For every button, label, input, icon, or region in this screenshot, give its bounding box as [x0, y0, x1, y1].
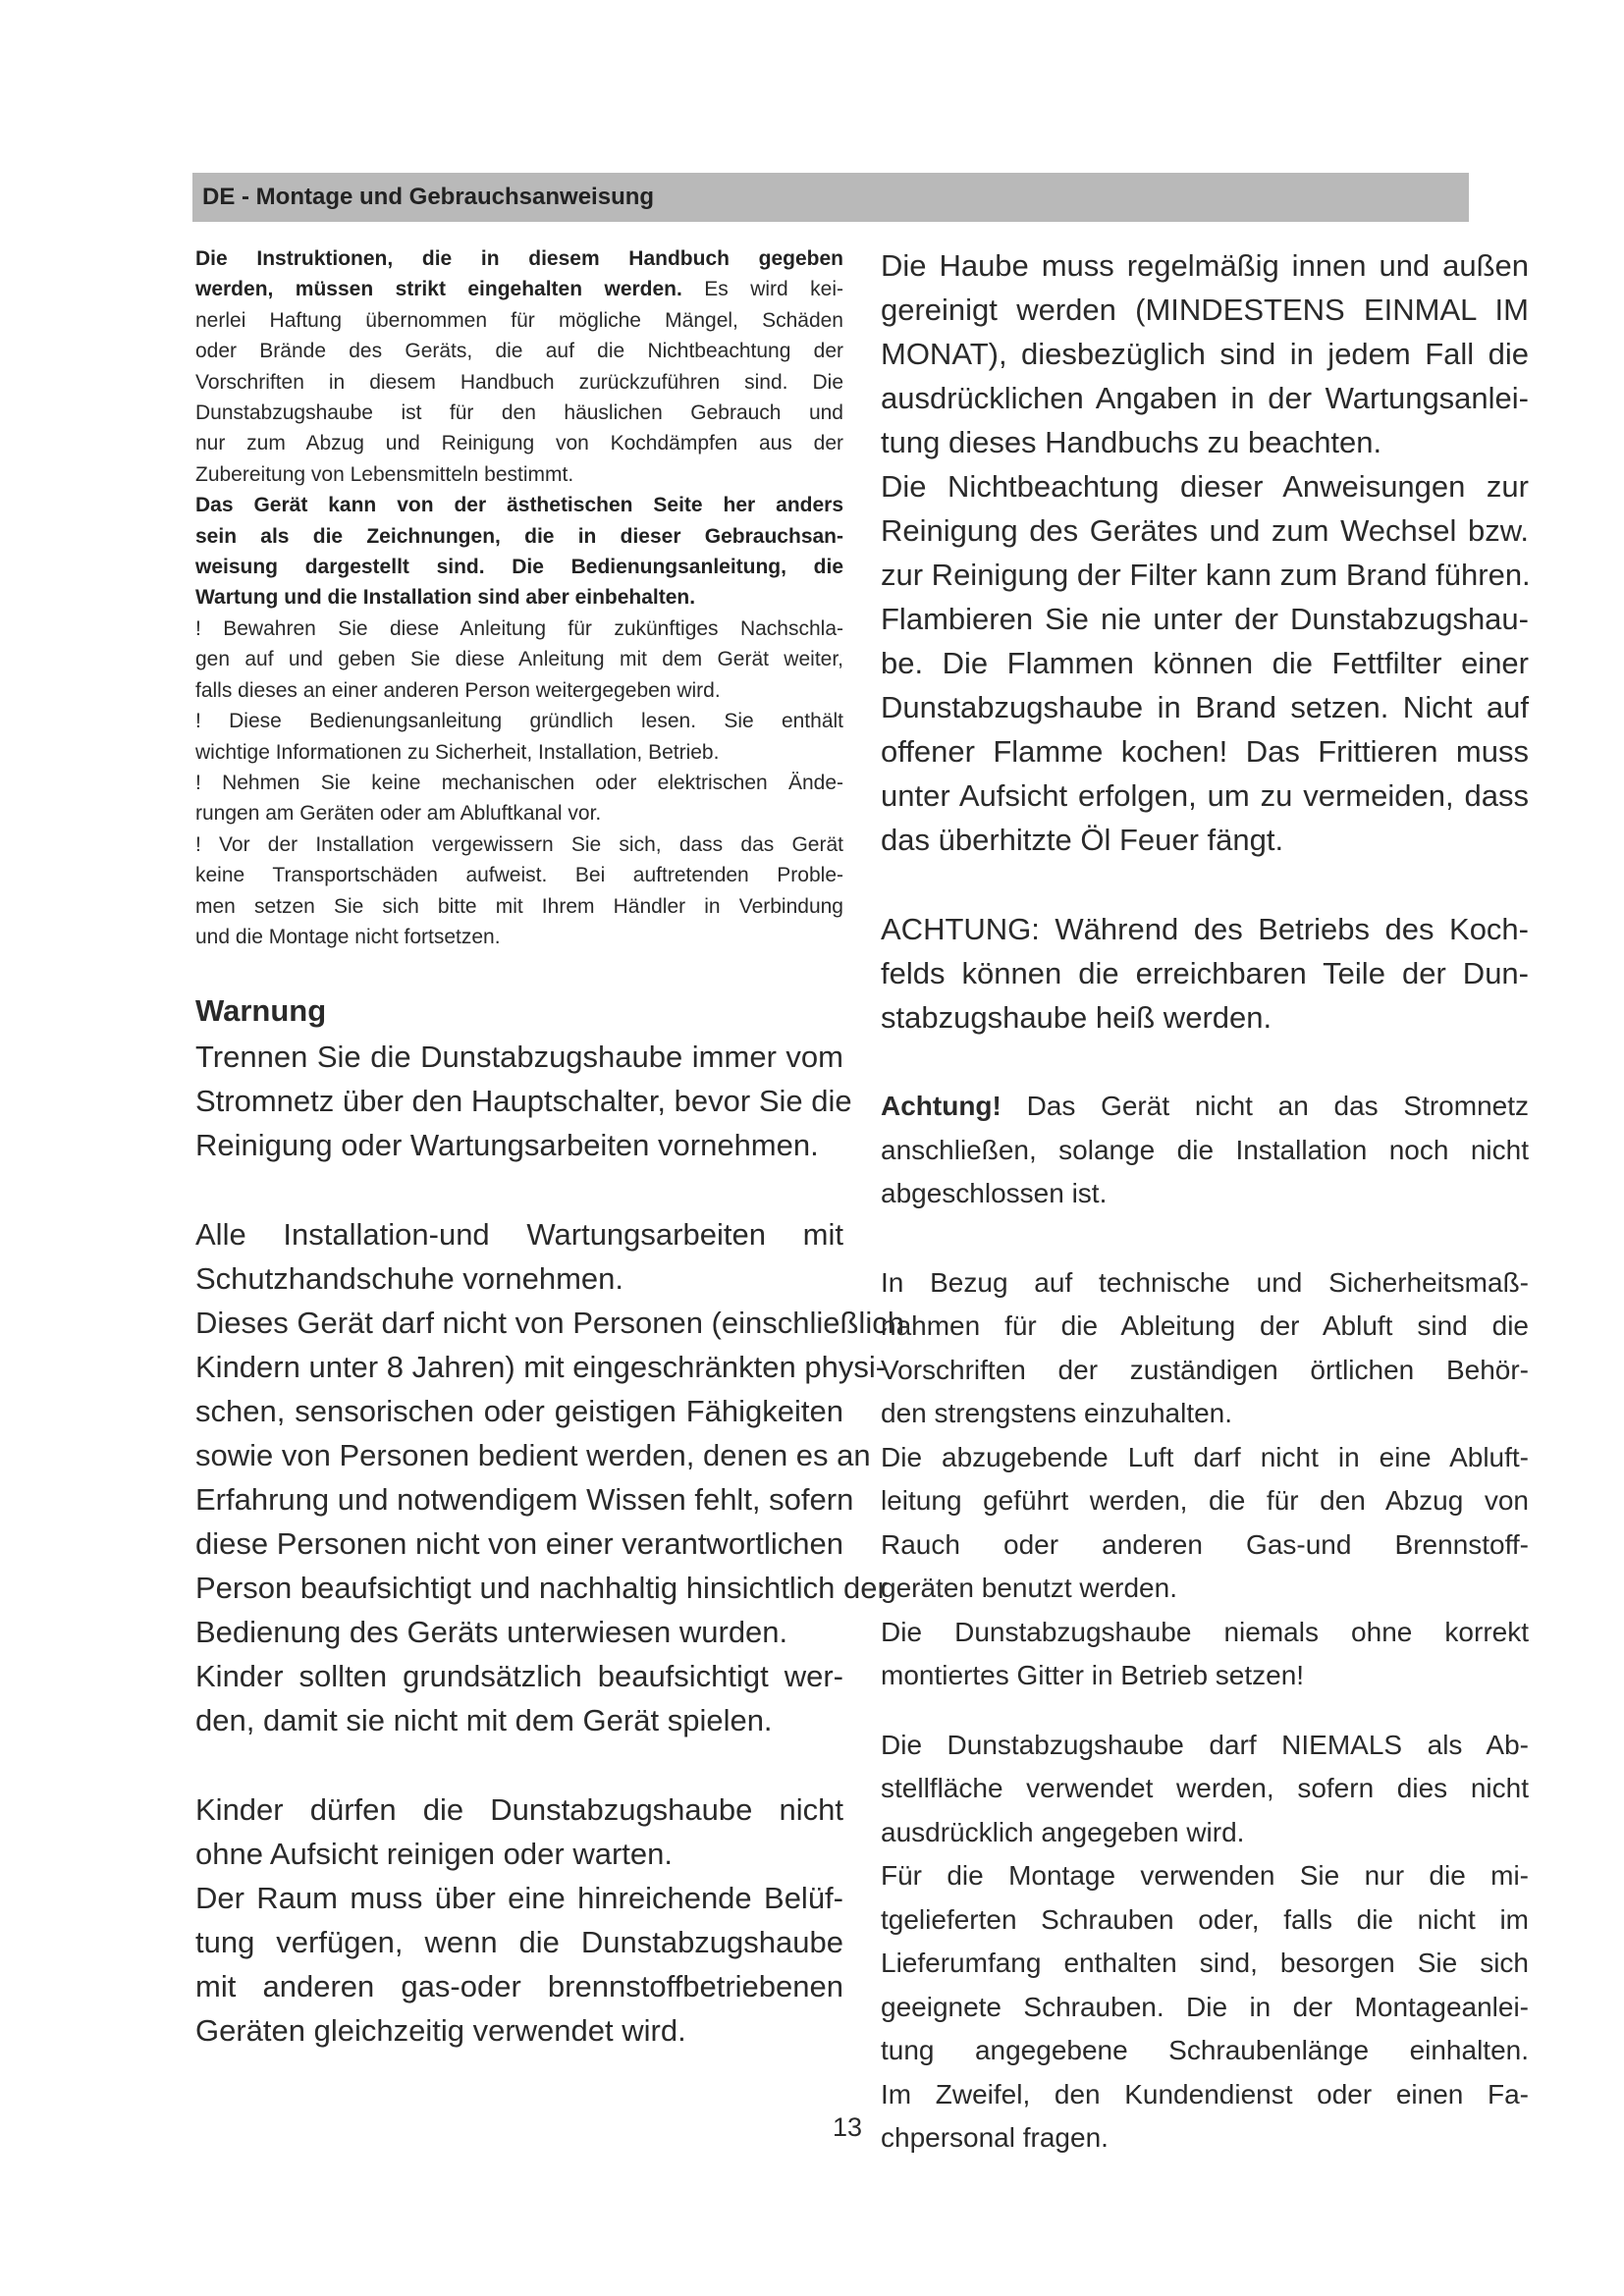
- text-line: Die Haube muss regelmäßig innen und außen: [881, 248, 1529, 283]
- cleaning-paragraph: [881, 243, 1529, 862]
- text-line: Geräten gleichzeitig verwendet wird.: [195, 2013, 686, 2049]
- intro-line: falls dieses an einer anderen Person weitergegeben wird.: [195, 678, 721, 702]
- text-line: mit anderen gas-oder brennstoffbetriebenen: [195, 1969, 843, 2004]
- text-line: Kinder sollten grundsätzlich beaufsichtigt wer-: [195, 1659, 843, 1694]
- text-line: be. Die Flammen können die Fettfilter einer: [881, 646, 1529, 680]
- intro-line: sein als die Zeichnungen, die in dieser Gebrauchsan-: [195, 524, 843, 548]
- text-line: felds können die erreichbaren Teile der Dun-: [881, 956, 1529, 990]
- intro-line: ! Vor der Installation vergewissern Sie sich, dass das Gerät: [195, 832, 843, 856]
- text-line: tung verfügen, wenn die Dunstabzugshaube: [195, 1925, 843, 1960]
- intro-line: Wartung und die Installation sind aber einbehalten.: [195, 586, 696, 610]
- text-line: montiertes Gitter in Betrieb setzen!: [881, 1660, 1305, 1690]
- text-line: unter Aufsicht erfolgen, um zu vermeiden, dass: [881, 778, 1529, 813]
- text-line: Dieses Gerät darf nicht von Personen (einschließlich: [195, 1306, 904, 1341]
- text-line: Vorschriften der zuständigen örtlichen Behör-: [881, 1354, 1529, 1385]
- intro-line: und die Montage nicht fortsetzen.: [195, 925, 501, 948]
- text-line: Lieferumfang enthalten sind, besorgen Sie sich: [881, 1948, 1529, 1978]
- text-line: das überhitzte Öl Feuer fängt.: [881, 823, 1284, 857]
- intro-line: men setzen Sie sich bitte mit Ihrem Händler in Verbindung: [195, 894, 843, 918]
- text-line: Die Dunstabzugshaube darf NIEMALS als Ab-: [881, 1729, 1529, 1760]
- text-line: Reinigung oder Wartungsarbeiten vornehmen.: [195, 1128, 819, 1163]
- text-line: In Bezug auf technische und Sicherheitsmaß-: [881, 1266, 1529, 1298]
- intro-line: rungen am Geräten oder am Abluftkanal vor.: [195, 802, 602, 826]
- text-line: leitung geführt werden, die für den Abzug von: [881, 1485, 1529, 1516]
- text-line: Flambieren Sie nie unter der Dunstabzugshau-: [881, 602, 1529, 636]
- text-line: Dunstabzugshaube in Brand setzen. Nicht auf: [881, 690, 1529, 724]
- intro-line: ! Bewahren Sie diese Anleitung für zukünftiges Nachschla-: [195, 616, 843, 640]
- achtung-line-3: abgeschlossen ist.: [881, 1178, 1108, 1208]
- warning-heading: Warnung: [195, 993, 327, 1029]
- text-line: Trennen Sie die Dunstabzugshaube immer vom: [195, 1040, 843, 1075]
- text-line: Alle Installation-und Wartungsarbeiten mit: [195, 1217, 843, 1253]
- text-line: tung dieses Handbuchs zu beachten.: [881, 425, 1382, 459]
- achtung-line-1: Das Gerät nicht an das Stromnetz: [1001, 1091, 1529, 1121]
- intro-line: ! Nehmen Sie keine mechanischen oder elektrischen Ände-: [195, 771, 843, 794]
- text-line: ausdrücklichen Angaben in der Wartungsanlei-: [881, 381, 1529, 415]
- text-line: MONAT), diesbezüglich sind in jedem Fall die: [881, 337, 1529, 371]
- intro-line: Vorschriften in diesem Handbuch zurückzuführen sind. Die: [195, 370, 843, 394]
- text-line: diese Personen nicht von einer verantwortlichen: [195, 1526, 843, 1562]
- intro-line: nur zum Abzug und Reinigung von Kochdämpfen aus der: [195, 432, 843, 455]
- text-line: ohne Aufsicht reinigen oder warten.: [195, 1837, 673, 1872]
- achtung-label: Achtung!: [881, 1091, 1001, 1121]
- intro-line: Zubereitung von Lebensmitteln bestimmt.: [195, 462, 574, 486]
- text-line: zur Reinigung der Filter kann zum Brand führen.: [881, 558, 1531, 592]
- intro-line: gen auf und geben Sie diese Anleitung mit dem Gerät weiter,: [195, 648, 843, 671]
- intro-line: Das Gerät kann von der ästhetischen Seite her anders: [195, 494, 843, 517]
- warning-paragraph-2: [195, 1212, 904, 1742]
- text-line: nahmen für die Ableitung der Abluft sind die: [881, 1310, 1529, 1341]
- text-line: ACHTUNG: Während des Betriebs des Koch-: [881, 912, 1529, 946]
- intro-line: Dunstabzugshaube ist für den häuslichen Gebrauch und: [195, 401, 843, 425]
- text-line: Im Zweifel, den Kundendienst oder einen Fa-: [881, 2078, 1529, 2109]
- exhaust-regulations-paragraph: [881, 1261, 1529, 1698]
- intro-line: Die Instruktionen, die in diesem Handbuch gegeben: [195, 247, 843, 270]
- text-line: Für die Montage verwenden Sie nur die mi-: [881, 1860, 1529, 1891]
- text-line: Die abzugebende Luft darf nicht in eine Abluft-: [881, 1441, 1529, 1472]
- text-line: Rauch oder anderen Gas-und Brennstoff-: [881, 1528, 1529, 1560]
- text-line: Kindern unter 8 Jahren) mit eingeschränkten physi-: [195, 1350, 887, 1385]
- text-line: Die Dunstabzugshaube niemals ohne korrekt: [881, 1616, 1529, 1647]
- text-line: Stromnetz über den Hauptschalter, bevor Sie die: [195, 1084, 852, 1119]
- right-column: [881, 243, 1529, 2161]
- text-line: schen, sensorischen oder geistigen Fähigkeiten: [195, 1394, 843, 1429]
- power-connection-warning: [881, 1085, 1529, 1216]
- text-line: Erfahrung und notwendigem Wissen fehlt, sofern: [195, 1482, 854, 1518]
- text-line: Reinigung des Gerätes und zum Wechsel bzw.: [881, 513, 1529, 548]
- text-line: offener Flamme kochen! Das Frittieren muss: [881, 734, 1529, 769]
- intro-line: weisung dargestellt sind. Die Bedienungsanleitung, die: [195, 556, 843, 579]
- text-line: ausdrücklich angegeben wird.: [881, 1816, 1245, 1847]
- text-line: gereinigt werden (MINDESTENS EINMAL IM: [881, 293, 1529, 327]
- intro-line: werden, müssen strikt eingehalten werden. Es wird kei-: [195, 278, 843, 301]
- intro-paragraph: [195, 243, 843, 952]
- section-title: DE - Montage und Gebrauchsanweisung: [202, 184, 655, 210]
- warning-paragraph-3: [195, 1788, 843, 2053]
- text-line: den, damit sie nicht mit dem Gerät spielen.: [195, 1703, 773, 1738]
- text-line: chpersonal fragen.: [881, 2122, 1109, 2153]
- intro-line: oder Brände des Geräts, die auf die Nichtbeachtung der: [195, 340, 843, 363]
- text-line: stabzugshaube heiß werden.: [881, 1000, 1272, 1035]
- text-line: Der Raum muss über eine hinreichende Belüf-: [195, 1881, 843, 1916]
- intro-line: keine Transportschäden aufweist. Bei auftretenden Proble-: [195, 864, 843, 887]
- intro-line: wichtige Informationen zu Sicherheit, Installation, Betrieb.: [195, 740, 720, 764]
- text-line: den strengstens einzuhalten.: [881, 1398, 1233, 1428]
- intro-line: ! Diese Bedienungsanleitung gründlich lesen. Sie enthält: [195, 710, 843, 733]
- left-column: [195, 243, 904, 2053]
- mounting-paragraph: [881, 1724, 1529, 2161]
- text-line: geeignete Schrauben. Die in der Montageanlei-: [881, 1991, 1529, 2022]
- section-header-bar: [192, 173, 1469, 222]
- warning-paragraph-1: [195, 1035, 852, 1167]
- intro-line: nerlei Haftung übernommen für mögliche Mängel, Schäden: [195, 308, 843, 332]
- text-line: geräten benutzt werden.: [881, 1573, 1177, 1603]
- text-line: Schutzhandschuhe vornehmen.: [195, 1261, 624, 1297]
- text-line: sowie von Personen bedient werden, denen es an: [195, 1438, 871, 1473]
- text-line: Bedienung des Geräts unterwiesen wurden.: [195, 1615, 788, 1650]
- text-line: Person beaufsichtigt und nachhaltig hinsichtlich der: [195, 1571, 888, 1606]
- text-line: Die Nichtbeachtung dieser Anweisungen zur: [881, 469, 1529, 504]
- text-line: stellfläche verwendet werden, sofern dies nicht: [881, 1773, 1529, 1803]
- hot-parts-warning: [881, 907, 1529, 1040]
- text-line: tung angegebene Schraubenlänge einhalten.: [881, 2035, 1529, 2065]
- achtung-line-2: anschließen, solange die Installation noch nicht: [881, 1134, 1529, 1165]
- text-line: Kinder dürfen die Dunstabzugshaube nicht: [195, 1792, 843, 1828]
- text-line: tgelieferten Schrauben oder, falls die nicht im: [881, 1903, 1529, 1935]
- page-number: 13: [833, 2112, 863, 2142]
